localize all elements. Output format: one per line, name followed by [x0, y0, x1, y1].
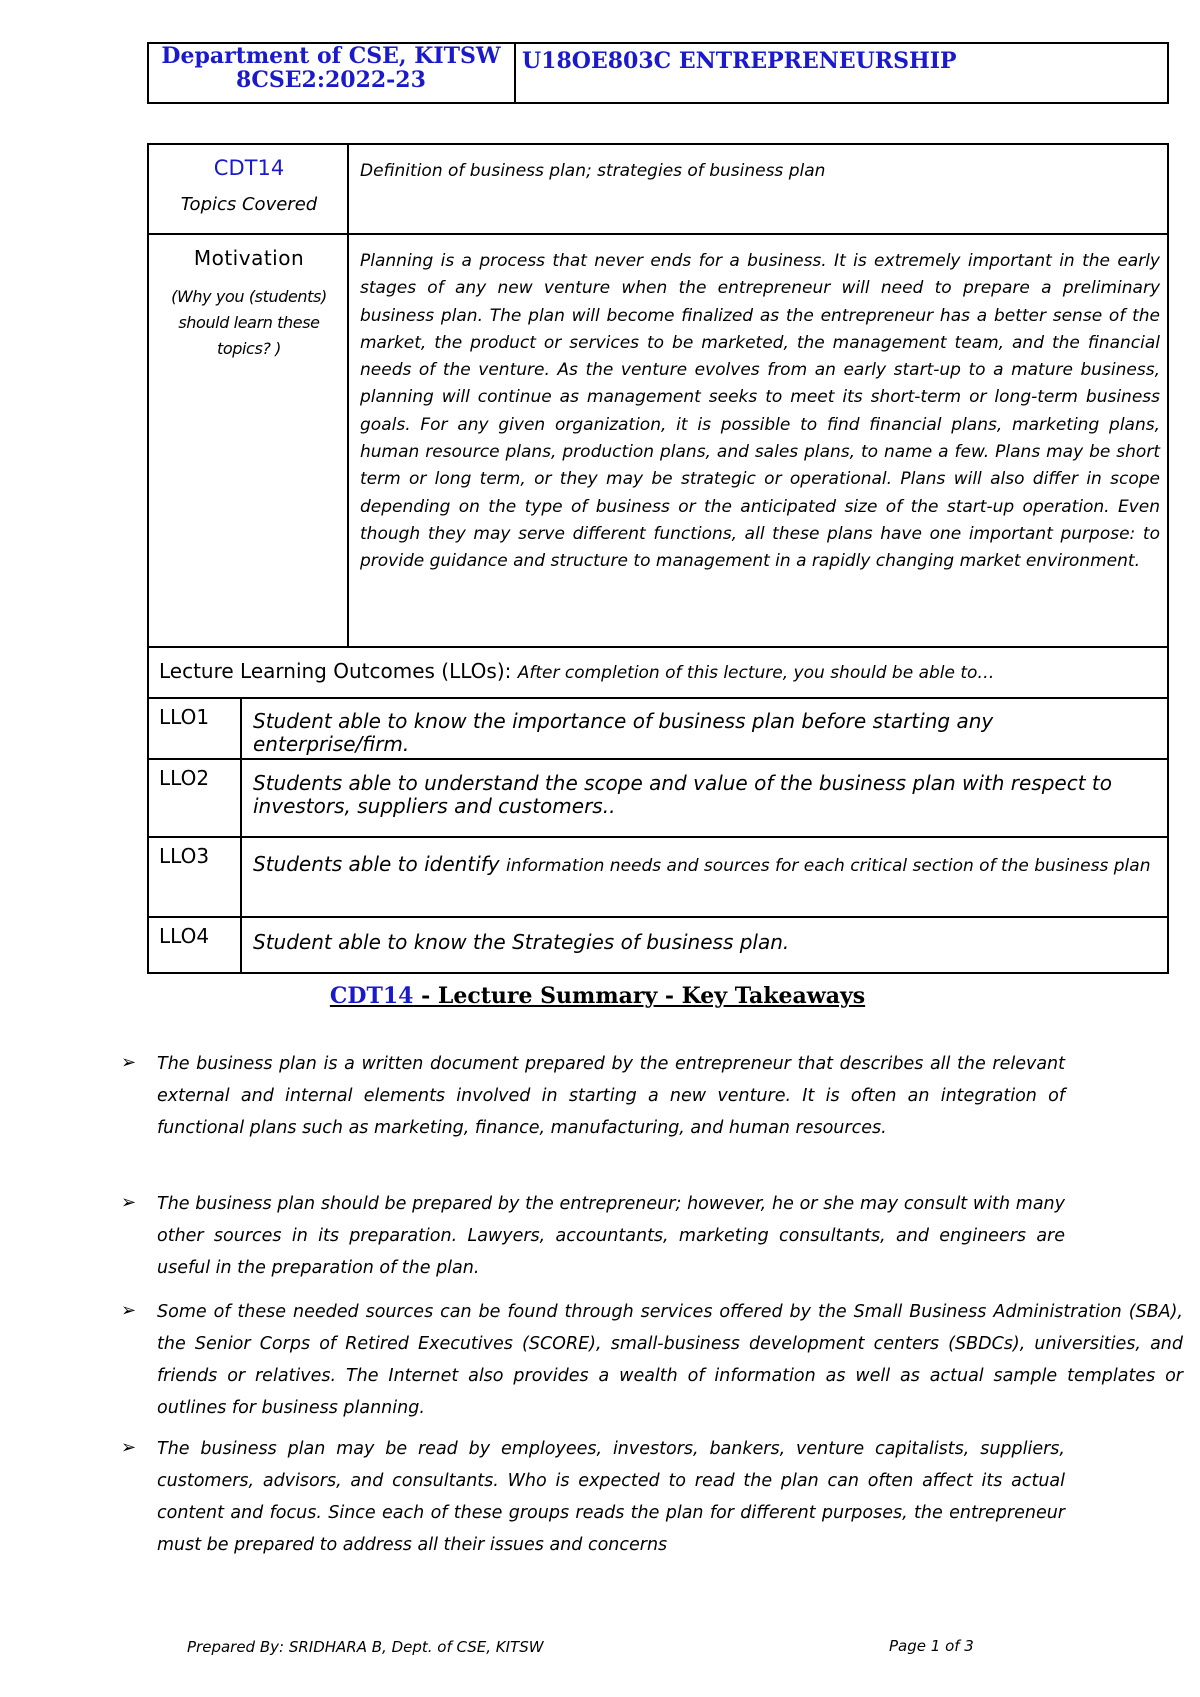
topics-covered-label: Topics Covered	[180, 194, 318, 215]
footer-prepared-by: Prepared By: SRIDHARA B, Dept. of CSE, KITSW	[187, 1638, 544, 1656]
footer-page-number: Page 1 of 3	[889, 1637, 974, 1655]
llo-text: Students able to understand the scope and value of the business plan with respect to investors, suppliers and customers..	[253, 771, 1112, 818]
llo-id: LLO1	[159, 705, 210, 729]
summary-point: The business plan is a written document prepared by the entrepreneur that describes all the relevant external and internal elements involved in starting a new venture. It is often an integration of functional plans such as marketing, finance, manufacturing, and human resources.	[157, 1054, 1065, 1138]
summary-point: The business plan may be read by employees, investors, bankers, venture capitalists, suppliers, customers, advisors, and consultants. Who is expected to read the plan can often affect its actual content and focus. Since each of these groups reads the plan for different purposes, the entrepreneur must be prepared to address all their issues and concerns	[157, 1439, 1065, 1555]
arrow-bullet-icon: ➢	[121, 1192, 137, 1213]
summary-point: Some of these needed sources can be found through services offered by the Small Business Administration (SBA), the Senior Corps of Retired Executives (SCORE), small-business development centers (SBDCs), universities, and friends or relatives. The Internet also provides a wealth of information as well as actual sample templates or outlines for business planning.	[157, 1302, 1183, 1418]
department-title: Department of CSE, KITSW 8CSE2:2022-23	[161, 43, 501, 93]
llo-heading	[159, 659, 994, 683]
table-rule	[147, 233, 1169, 235]
llo-intro: After completion of this lecture, you should be able to…	[517, 663, 995, 683]
motivation-text: Planning is a process that never ends for a business. It is extremely important in the early stages of any new venture when the entrepreneur will need to prepare a preliminary business plan. The plan will become finalized as the entrepreneur has a better sense of the market, the product or services to be marketed, the management team, and the financial needs of the venture. As the venture evolves from an early start-up to a mature business, planning will continue as management seeks to meet its short-term or long-term business goals. For any given organization, it is possible to find financial plans, marketing plans, human resource plans, production plans, and sales plans, to name a few. Plans may be short term or long term, or they may be strategic or operational. Plans will also differ in scope depending on the type of business or the anticipated size of the start-up operation. Even though they may serve different functions, all these plans have one important purpose: to provide guidance and structure to management in a rapidly changing market environment.	[360, 251, 1160, 572]
summary-code: CDT14	[329, 983, 414, 1009]
motivation-label: Motivation	[193, 246, 305, 270]
table-column-rule	[347, 143, 349, 646]
table-rule	[147, 916, 1169, 918]
table-rule	[147, 646, 1169, 648]
topic-code: CDT14	[213, 156, 285, 180]
table-rule	[147, 697, 1169, 699]
llo-id: LLO3	[159, 844, 210, 868]
llo-id: LLO4	[159, 924, 210, 948]
arrow-bullet-icon: ➢	[121, 1052, 137, 1073]
motivation-subtitle: (Why you (students) should learn these topics? )	[171, 287, 327, 358]
llo-text: Student able to know the importance of business plan before starting any enterprise/firm.	[253, 709, 994, 756]
course-title: U18OE803C ENTREPRENEURSHIP	[522, 48, 957, 74]
llo-text-main: Students able to identify	[253, 852, 500, 876]
header-divider	[514, 42, 516, 104]
llo-text: Student able to know the Strategies of business plan.	[253, 930, 790, 954]
summary-title-text: - Lecture Summary - Key Takeaways	[413, 983, 866, 1009]
llo-heading-label: Lecture Learning Outcomes (LLOs):	[159, 659, 512, 683]
summary-title	[300, 982, 895, 1011]
llo-id: LLO2	[159, 766, 210, 790]
arrow-bullet-icon: ➢	[121, 1437, 137, 1458]
topics-covered-text: Definition of business plan; strategies of business plan	[360, 161, 826, 181]
llo-text-rest: information needs and sources for each critical section of the business plan	[505, 856, 1151, 876]
llo-text	[253, 851, 1153, 879]
table-column-rule	[240, 697, 242, 974]
summary-point: The business plan should be prepared by the entrepreneur; however, he or she may consult with many other sources in its preparation. Lawyers, accountants, marketing consultants, and engineers are useful in the preparation of the plan.	[157, 1194, 1065, 1278]
arrow-bullet-icon: ➢	[121, 1300, 137, 1321]
table-rule	[147, 758, 1169, 760]
table-rule	[147, 836, 1169, 838]
